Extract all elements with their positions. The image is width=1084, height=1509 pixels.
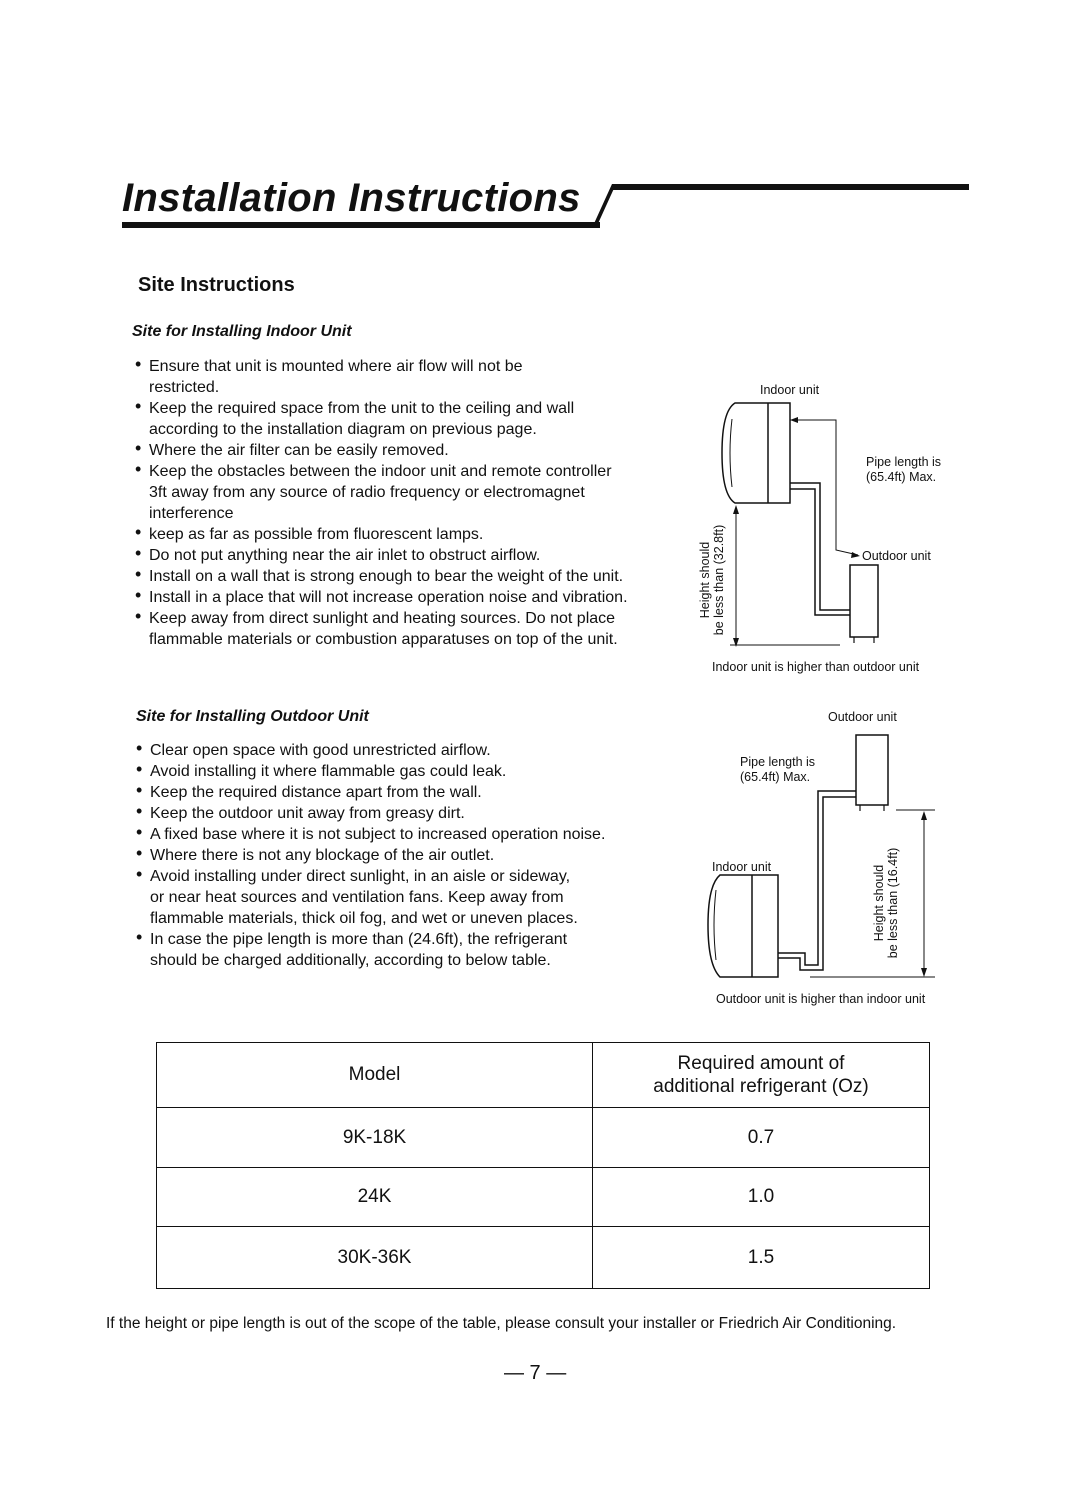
list-item: • Avoid installing under direct sunlight, in an aisle or sideway, or near heat sources and ventilation fans. Keep away from flammable materials, thick oil fog, and wet or uneven places. (136, 866, 676, 929)
table-row (157, 1108, 930, 1168)
title-slash-divider (592, 184, 616, 228)
outdoor-unit-label: Outdoor unit (828, 710, 897, 724)
list-item: • Keep the outdoor unit away from greasy dirt. (136, 803, 676, 824)
pipe-length-label: Pipe length is (65.4ft) Max. (740, 755, 816, 784)
model-cell: 30K-36K (157, 1227, 593, 1289)
indoor-subtitle: Site for Installing Indoor Unit (132, 323, 352, 340)
table-row (157, 1168, 930, 1227)
page-number: — 7 — (504, 1362, 567, 1384)
table-row (157, 1227, 930, 1289)
list-item: • keep as far as possible from fluorescent lamps. (135, 524, 680, 545)
title-rule (612, 184, 969, 190)
list-item: • In case the pipe length is more than (24.6ft), the refrigerant should be charged additionally, according to below table. (136, 929, 676, 971)
list-item: • Keep the required space from the unit to the ceiling and wall according to the installation diagram on previous page. (135, 398, 680, 440)
footer-note: If the height or pipe length is out of the scope of the table, please consult your installer or Friedrich Air Conditioning. (106, 1315, 897, 1332)
height-limit-label: Height should be less than (16.4ft) (872, 847, 900, 959)
list-item: • Keep away from direct sunlight and heating sources. Do not place flammable materials or combustion apparatuses on top of the unit. (135, 608, 680, 650)
refrigerant-cell: 1.5 (593, 1227, 930, 1289)
refrigerant-table (156, 1042, 930, 1289)
pipe-length-label: Pipe length is (65.4ft) Max. (866, 455, 942, 484)
list-item: • Install on a wall that is strong enough to bear the weight of the unit. (135, 566, 680, 587)
table-header-row (157, 1043, 930, 1108)
title-underline (122, 222, 600, 228)
indoor-diagram-caption: Indoor unit is higher than outdoor unit (712, 660, 920, 674)
list-item: • Ensure that unit is mounted where air flow will not be restricted. (135, 356, 680, 398)
outdoor-unit-label: Outdoor unit (862, 549, 931, 563)
list-item: • Avoid installing it where flammable gas could leak. (136, 761, 676, 782)
column-header-model: Model (157, 1043, 593, 1108)
refrigerant-cell: 0.7 (593, 1108, 930, 1168)
height-limit-label: Height should be less than (32.8ft) (698, 524, 726, 636)
indoor-unit-label: Indoor unit (712, 860, 772, 874)
model-cell: 24K (157, 1168, 593, 1227)
indoor-list (135, 356, 680, 650)
page-title: Installation Instructions (122, 176, 581, 220)
model-cell: 9K-18K (157, 1108, 593, 1168)
list-item: • Where the air filter can be easily removed. (135, 440, 680, 461)
list-item: • Install in a place that will not increase operation noise and vibration. (135, 587, 680, 608)
list-item: • Clear open space with good unrestricted airflow. (136, 740, 676, 761)
indoor-higher-diagram (690, 395, 980, 655)
list-item: • A fixed base where it is not subject to increased operation noise. (136, 824, 676, 845)
column-header-refrigerant: Required amount of additional refrigerant (Oz) (593, 1043, 930, 1108)
outdoor-diagram-caption: Outdoor unit is higher than indoor unit (716, 992, 926, 1006)
indoor-unit-label: Indoor unit (760, 383, 820, 397)
refrigerant-cell: 1.0 (593, 1168, 930, 1227)
list-item: • Keep the required distance apart from the wall. (136, 782, 676, 803)
section-title: Site Instructions (138, 274, 295, 296)
list-item: • Where there is not any blockage of the air outlet. (136, 845, 676, 866)
list-item: • Do not put anything near the air inlet to obstruct airflow. (135, 545, 680, 566)
list-item: • Keep the obstacles between the indoor unit and remote controller 3ft away from any source of radio frequency or electromagnet interference (135, 461, 680, 524)
outdoor-subtitle: Site for Installing Outdoor Unit (136, 708, 369, 725)
outdoor-list (136, 740, 676, 971)
